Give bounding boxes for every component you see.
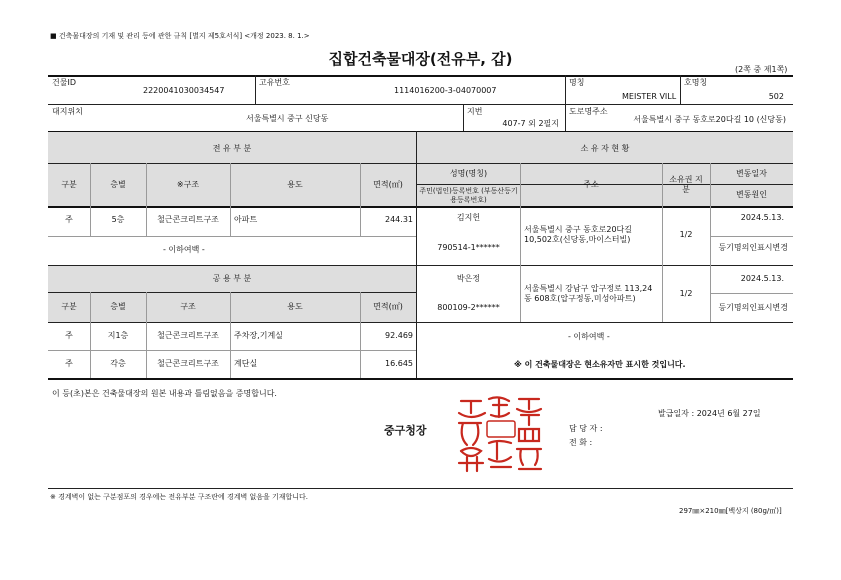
document-title: 집합건축물대장(전유부, 갑)	[328, 50, 513, 68]
common-header-use: 용도	[287, 302, 303, 311]
road-address-label: 도로명주소	[569, 107, 608, 116]
exclusive-header-area: 면적(㎡)	[373, 180, 403, 189]
building-id-value: 2220041030034547	[143, 86, 225, 95]
exclusive-row-structure: 철근콘크리트구조	[157, 215, 219, 224]
lot-number-value: 407-7 외 2필지	[502, 119, 559, 128]
building-name-value: MEISTER VILL	[622, 92, 677, 101]
owner-change-reason: 등기명의인표시변경	[718, 243, 788, 252]
site-location-value: 서울특별시 중구 신당동	[246, 114, 329, 123]
common-row-floor: 지1층	[107, 331, 129, 340]
common-header-floor: 층별	[110, 302, 126, 311]
owners-blank-marker: - 이하여백 -	[568, 332, 610, 341]
common-header-kind: 구분	[61, 302, 77, 311]
unique-no-value: 1114016200-3-04070007	[394, 86, 497, 95]
contact-person-label: 담 당 자 :	[569, 424, 603, 433]
common-row-kind: 주	[65, 359, 73, 368]
exclusive-header-floor: 층별	[110, 180, 126, 189]
owners-header-change-reason: 변동원인	[736, 190, 767, 199]
phone-label: 전 화 :	[569, 438, 593, 447]
exclusive-blank-marker: - 이하여백 -	[163, 245, 205, 254]
road-address-value: 서울특별시 중구 동호로20다길 10 (신당동)	[633, 115, 786, 124]
owners-header-id: 주민(법인)등록번호 (부동산등기용등록번호)	[419, 187, 518, 204]
owner-change-reason: 등기명의인표시변경	[718, 303, 788, 312]
common-row-use: 계단실	[234, 359, 258, 368]
owner-name: 박은정	[456, 274, 481, 283]
issue-date: 발급일자 : 2024년 6월 27일	[658, 409, 761, 418]
common-row-use: 주차장,기계실	[234, 331, 283, 340]
owners-header-address: 주소	[583, 180, 599, 189]
owner-address: 서울특별시 중구 동호로20다길 10,502호(신당동,마이스터빌)	[524, 225, 633, 244]
unit-name-value: 502	[768, 92, 784, 101]
common-row-structure: 철근콘크리트구조	[157, 359, 219, 368]
page-indicator: (2쪽 중 제1쪽)	[735, 65, 788, 74]
owner-name: 김지헌	[456, 213, 481, 222]
owner-share: 1/2	[679, 289, 693, 298]
common-section-title: 공 용 부 분	[212, 274, 252, 283]
owner-id: 800109-2******	[437, 303, 500, 312]
owners-current-only-notice: ※ 이 건축물대장은 현소유자만 표시한 것입니다.	[514, 360, 686, 369]
owners-header-share: 소유권 지분	[669, 175, 703, 194]
exclusive-header-kind: 구분	[61, 180, 77, 189]
common-header-area: 면적(㎡)	[373, 302, 403, 311]
partition-wall-footnote: ※ 경계벽이 없는 구분점포의 경우에는 전유부분 구조란에 경계벽 없음을 기재합니다.	[50, 493, 309, 501]
exclusive-header-structure: ※구조	[176, 180, 200, 189]
common-row-structure: 철근콘크리트구조	[157, 331, 219, 340]
unit-name-label: 호명칭	[684, 78, 708, 87]
common-row-floor: 각층	[110, 359, 126, 368]
official-seal-stamp	[453, 393, 549, 479]
owner-address: 서울특별시 강남구 압구정로 113,24동 608호(압구정동,미성아파트)	[524, 284, 653, 303]
exclusive-row-area: 244.31	[385, 215, 413, 224]
common-row-area: 92.469	[385, 331, 413, 340]
owner-change-date: 2024.5.13.	[740, 274, 784, 283]
unique-no-label: 고유번호	[259, 78, 290, 87]
certification-statement: 이 등(초)본은 건축물대장의 원본 내용과 틀림없음을 증명합니다.	[52, 389, 277, 398]
paper-spec: 297㎜×210㎜[백상지 (80g/㎡)]	[679, 507, 782, 515]
building-id-label: 건물ID	[52, 78, 76, 87]
common-header-structure: 구조	[180, 302, 196, 311]
lot-number-label: 지번	[467, 107, 483, 116]
exclusive-section-title: 전 유 부 분	[212, 144, 252, 153]
exclusive-row-kind: 주	[65, 215, 73, 224]
issuer-name: 중구청장	[384, 424, 427, 437]
form-reference-note: ■ 건축물대장의 기재 및 관리 등에 관한 규칙 [별지 제5호서식] <개정 2023. 8. 1.>	[50, 32, 310, 40]
owner-share: 1/2	[679, 230, 693, 239]
owner-id: 790514-1******	[437, 243, 500, 252]
exclusive-header-use: 용도	[287, 180, 303, 189]
owners-section-title: 소 유 자 현 황	[580, 144, 630, 153]
owners-header-change-date: 변동일자	[736, 169, 767, 178]
building-name-label: 명칭	[569, 78, 585, 87]
owners-header-name: 성명(명칭)	[449, 169, 488, 178]
common-row-kind: 주	[65, 331, 73, 340]
exclusive-row-use: 아파트	[234, 215, 258, 224]
exclusive-row-floor: 5층	[111, 215, 125, 224]
site-location-label: 대지위치	[52, 107, 83, 116]
common-row-area: 16.645	[385, 359, 413, 368]
owner-change-date: 2024.5.13.	[740, 213, 784, 222]
